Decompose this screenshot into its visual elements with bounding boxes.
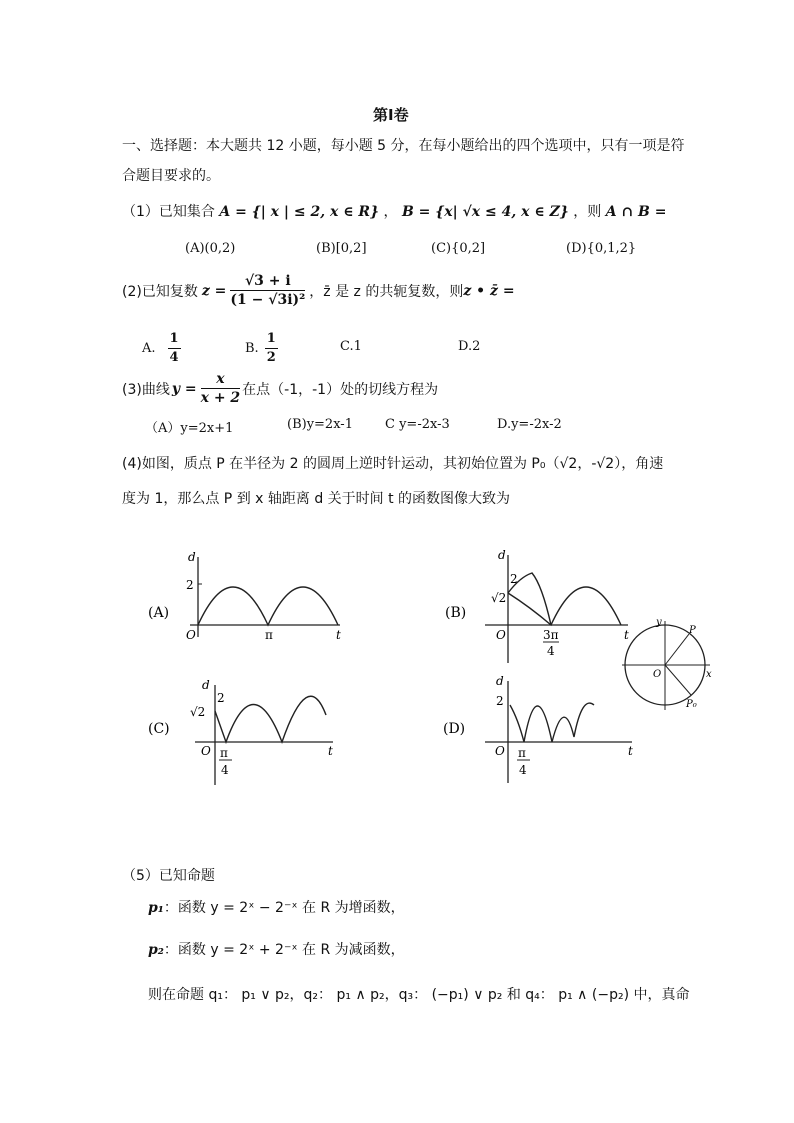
circle-x-label: x	[706, 669, 712, 680]
q5-last-line: 则在命题 q₁： p₁ ∨ p₂，q₂： p₁ ∧ p₂，q₃： (−p₁) ∨ p₂ 和 q₄： p₁ ∧ (−p₂) 中，真命	[148, 987, 690, 1003]
graph-a-curve	[198, 587, 338, 625]
graph-c-curve	[215, 696, 326, 742]
graph-d-ylabel: d	[496, 674, 504, 688]
q2-stem-text: (2)已知复数	[122, 283, 198, 300]
q3-option-c: C y=-2x-3	[385, 417, 450, 432]
question-4-line1: (4)如图，质点 P 在半径为 2 的圆周上逆时针运动，其初始位置为 P₀（√2，-√2），角速	[122, 456, 664, 472]
graph-d-origin: O	[495, 744, 505, 758]
q1-option-b: (B)[0,2]	[316, 241, 367, 256]
section-header-line1: 一、选择题：本大题共 12 小题，每小题 5 分，在每小题给出的四个选项中，只有一项是符	[122, 138, 685, 154]
q2-option-b-label: B.	[245, 341, 259, 356]
q2-option-a	[142, 330, 181, 367]
graph-b-ylabel: d	[498, 548, 506, 562]
q2-frac-num: √3 + i	[230, 272, 305, 291]
q1-option-a: (A)(0,2)	[185, 241, 236, 256]
page-title: 第Ⅰ卷	[373, 106, 409, 124]
q2-ask: z • z̄ =	[463, 282, 515, 299]
circle-y-label: y	[656, 617, 662, 628]
question-2-stem	[122, 272, 515, 309]
graph-b-ytick2: √2	[491, 591, 507, 605]
q2-frac-den: (1 − √3i)²	[230, 292, 306, 308]
q2-option-a-den: 4	[169, 350, 179, 365]
graph-b-xtick-den: 4	[547, 644, 555, 658]
q3-frac-num: x	[201, 370, 241, 389]
graph-a	[148, 550, 341, 642]
circle-radius-p	[665, 634, 689, 665]
graph-a-origin: O	[186, 628, 196, 642]
graph-b-curve	[508, 587, 621, 625]
graph-b-origin: O	[496, 628, 506, 642]
q2-option-c: C.1	[340, 339, 362, 354]
graph-d-xlabel: t	[628, 744, 633, 758]
graph-c-ytick2: √2	[190, 705, 206, 719]
q2-fraction	[230, 272, 305, 309]
q3-option-d: D.y=-2x-2	[497, 417, 562, 432]
q1-set-a: A = {| x | ≤ 2, x ∈ R}	[219, 204, 380, 220]
graph-b-xlabel: t	[624, 628, 629, 642]
q2-option-a-label: A.	[142, 341, 156, 356]
q3-y-lhs: y =	[171, 380, 197, 397]
question-4-figure	[140, 545, 720, 790]
question-1-stem	[122, 201, 666, 221]
graph-c-ylabel: d	[202, 678, 210, 692]
q5-p2-text: ：函数 y = 2ˣ + 2⁻ˣ 在 R 为减函数，	[163, 942, 405, 958]
question-4-line2: 度为 1，那么点 P 到 x 轴距离 d 关于时间 t 的函数图像大致为	[122, 491, 511, 507]
graph-b-xtick-num: 3π	[543, 628, 559, 642]
q2-option-b-den: 2	[266, 350, 276, 365]
graph-a-xtick: π	[265, 628, 273, 642]
graph-d-ytick: 2	[496, 694, 504, 708]
graph-a-label: (A)	[148, 605, 170, 621]
graph-a-xlabel: t	[336, 628, 341, 642]
graph-d-label: (D)	[443, 721, 466, 737]
q2-option-b	[245, 330, 278, 367]
q2-option-a-num: 1	[168, 330, 181, 349]
q2-option-b-num: 1	[265, 330, 278, 349]
q1-ask: A ∩ B =	[605, 204, 667, 220]
graph-a-ylabel: d	[188, 550, 196, 564]
graph-b-ytick: 2	[510, 572, 518, 586]
graph-b	[445, 548, 629, 663]
graph-c-ytick: 2	[217, 691, 225, 705]
q1-stem-text: （1）已知集合	[122, 204, 215, 220]
question-3-stem	[122, 370, 438, 407]
circle-p0-label: P₀	[686, 699, 697, 710]
q5-p2-label: p₂	[148, 942, 164, 958]
q1-sep: ，	[383, 204, 398, 220]
graph-d-xtick-num: π	[518, 746, 526, 760]
q1-set-b: B = {x| √x ≤ 4, x ∈ Z}	[401, 204, 569, 220]
q3-rest: 在点（-1，-1）处的切线方程为	[242, 381, 439, 398]
circle-p-label: P	[689, 625, 696, 636]
q5-p1-line	[148, 897, 405, 917]
graph-c-origin: O	[201, 744, 211, 758]
graph-c-xtick-num: π	[220, 746, 228, 760]
q5-p1-label: p₁	[148, 900, 164, 916]
question-5-stem: （5）已知命题	[122, 868, 215, 884]
q3-fraction	[201, 370, 241, 407]
circle-diagram	[622, 617, 712, 710]
q2-option-a-fraction	[168, 330, 181, 367]
graph-d-curve	[510, 703, 594, 742]
q2-z-lhs: z =	[201, 282, 227, 299]
graph-d	[443, 674, 633, 783]
graph-c	[148, 678, 333, 785]
graph-c-label: (C)	[148, 721, 170, 737]
circle-origin: O	[653, 669, 662, 680]
q1-then: ，则	[573, 204, 602, 220]
q2-option-b-fraction	[265, 330, 278, 367]
q3-option-a: （A）y=2x+1	[145, 421, 234, 436]
q3-frac-den: x + 2	[200, 390, 241, 406]
graph-b-label: (B)	[445, 605, 467, 621]
section-header-line2: 合题目要求的。	[122, 168, 220, 184]
graph-c-xtick-den: 4	[221, 763, 229, 777]
graph-a-ytick: 2	[186, 578, 194, 592]
q2-option-d: D.2	[458, 339, 481, 354]
q3-option-b: (B)y=2x-1	[287, 417, 353, 432]
graph-d-xtick-den: 4	[519, 763, 527, 777]
graph-c-xlabel: t	[328, 744, 333, 758]
q2-mid: ，z̄ 是 z 的共轭复数，则	[309, 283, 464, 300]
circle-radius-p0	[665, 665, 691, 695]
q5-p1-text: ：函数 y = 2ˣ − 2⁻ˣ 在 R 为增函数，	[163, 900, 405, 916]
q3-stem-text: (3)曲线	[122, 381, 170, 398]
q1-option-c: (C){0,2]	[431, 241, 486, 256]
q5-p2-line	[148, 939, 405, 959]
q1-option-d: (D){0,1,2}	[566, 241, 637, 256]
